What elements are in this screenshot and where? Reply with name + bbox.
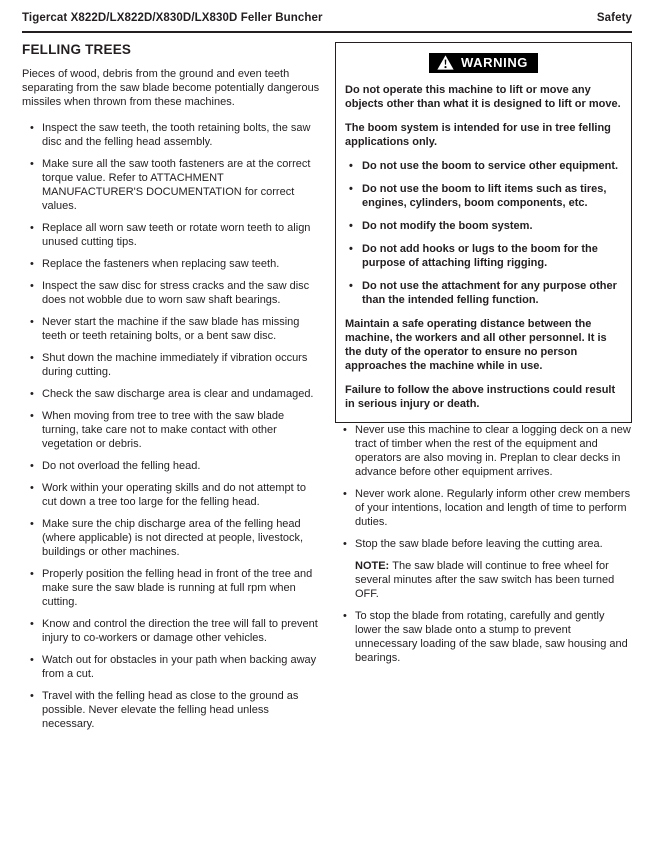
bullet-item (22, 351, 322, 379)
bullet-text: Watch out for obstacles in your path when backing away from a cut. (42, 654, 317, 680)
bullet-text: Inspect the saw teeth, the tooth retaining bolts, the saw disc and the felling head assembly. (42, 122, 311, 148)
bullet-item (22, 121, 322, 149)
bullet-text: Make sure the chip discharge area of the felling head (where applicable) is not directed at people, livestock, buildings or other machines. (42, 518, 304, 558)
bullet-text: To stop the blade from rotating, carefully and gently lower the saw blade onto a stump to prevent unnecessary loading of the saw blade, saw housing and bearings. (355, 610, 628, 664)
intro-paragraph: Pieces of wood, debris from the ground and even teeth separating from the saw blade become potentially dangerous missiles when thrown from these machines. (22, 68, 320, 108)
bullet-item (22, 689, 322, 731)
section-heading: FELLING TREES (22, 42, 132, 57)
bullet-text: Do not use the boom to lift items such as tires, engines, cylinders, boom components, etc. (362, 183, 607, 209)
bullet-text: Check the saw discharge area is clear and undamaged. (42, 388, 314, 400)
bullet-item (22, 279, 322, 307)
right-bullet-list (335, 423, 632, 665)
bullet-item (22, 157, 322, 213)
bullet-text: Work within your operating skills and do not attempt to cut down a tree too large for the felling head. (42, 482, 306, 508)
header-rule (22, 31, 632, 33)
bullet-item (22, 459, 322, 473)
bullet-item (22, 409, 322, 451)
bullet-text: Properly position the felling head in front of the tree and make sure the saw blade is running at full rpm when cutting. (42, 568, 313, 608)
note-label: NOTE: (355, 560, 393, 572)
bullet-text: When moving from tree to tree with the saw blade turning, take care not to make contact with other vegetation or debris. (42, 410, 285, 450)
bullet-item (345, 219, 622, 233)
bullet-text: Know and control the direction the tree will fall to prevent injury to co-workers or damage other vehicles. (42, 618, 318, 644)
bullet-text: Do not use the boom to service other equipment. (362, 160, 619, 172)
bullet-text: Never start the machine if the saw blade has missing teeth or teeth retaining bolts, or a bent saw disc. (42, 316, 300, 342)
bullet-text: Replace the fasteners when replacing saw teeth. (42, 258, 280, 270)
bullet-text: Make sure all the saw tooth fasteners are at the correct torque value. Refer to ATTACHMENT MANUFACTURER'S DOCUMENTATION for correct values. (42, 158, 311, 212)
bullet-item (22, 653, 322, 681)
bullet-item (345, 279, 622, 307)
bullet-item (22, 315, 322, 343)
warning-paragraph: Failure to follow the above instructions could result in serious injury or death. (345, 384, 616, 410)
bullet-text: Stop the saw blade before leaving the cutting area. (355, 538, 603, 550)
bullet-text: Replace all worn saw teeth or rotate worn teeth to align unused cutting tips. (42, 222, 311, 248)
warning-box (335, 42, 632, 423)
bullet-text: Do not modify the boom system. (362, 220, 533, 232)
bullet-item (22, 257, 322, 271)
bullet-text: Travel with the felling head as close to the ground as possible. Never elevate the felling head unless necessary. (42, 690, 299, 730)
warning-label: WARNING (460, 55, 529, 70)
bullet-item (335, 537, 632, 601)
warning-bullet-list (345, 159, 622, 307)
bullet-item (22, 617, 322, 645)
bullet-item (22, 387, 322, 401)
bullet-item (22, 517, 322, 559)
warning-paragraph: Do not operate this machine to lift or move any objects other than what it is designed to lift or move. (345, 84, 621, 110)
bullet-text: Shut down the machine immediately if vibration occurs during cutting. (42, 352, 308, 378)
warning-paragraph: Maintain a safe operating distance between the machine, the workers and all other personnel. It is the duty of the operator to ensure no person approaches the machine while in use. (345, 318, 607, 372)
bullet-text: Do not add hooks or lugs to the boom for the purpose of attaching lifting rigging. (362, 243, 598, 269)
right-column (335, 42, 632, 673)
bullet-text: Inspect the saw disc for stress cracks and the saw disc does not wobble due to worn saw shaft bearings. (42, 280, 310, 306)
bullet-item (335, 609, 632, 665)
bullet-item (345, 182, 622, 210)
bullet-item (22, 481, 322, 509)
warning-paragraph: The boom system is intended for use in tree felling applications only. (345, 122, 611, 148)
warning-triangle-icon (437, 55, 454, 70)
bullet-item (345, 242, 622, 270)
bullet-text: Never use this machine to clear a logging deck on a new tract of timber when the rest of the equipment and operators are also moving in. Preplan to clear decks in advance before other equipment arrives. (355, 424, 631, 478)
bullet-item (335, 487, 632, 529)
bullet-text: Do not overload the felling head. (42, 460, 201, 472)
bullet-item (335, 423, 632, 479)
felling-bullet-list (22, 121, 322, 731)
bullet-text: Never work alone. Regularly inform other crew members of your intentions, location and length of time to perform duties. (355, 488, 631, 528)
content-columns (22, 42, 632, 739)
page-header (22, 12, 632, 24)
note-paragraph: NOTE: The saw blade will continue to free wheel for several minutes after the saw switch has been turned OFF. (355, 560, 615, 600)
warning-banner (429, 53, 538, 73)
bullet-text: Do not use the attachment for any purpose other than the intended felling function. (362, 280, 617, 306)
bullet-item (22, 567, 322, 609)
left-column (22, 42, 322, 739)
header-section-label: Safety (596, 12, 632, 24)
bullet-item (22, 221, 322, 249)
bullet-item (345, 159, 622, 173)
header-title: Tigercat X822D/LX822D/X830D/LX830D Feller Buncher (22, 12, 323, 24)
